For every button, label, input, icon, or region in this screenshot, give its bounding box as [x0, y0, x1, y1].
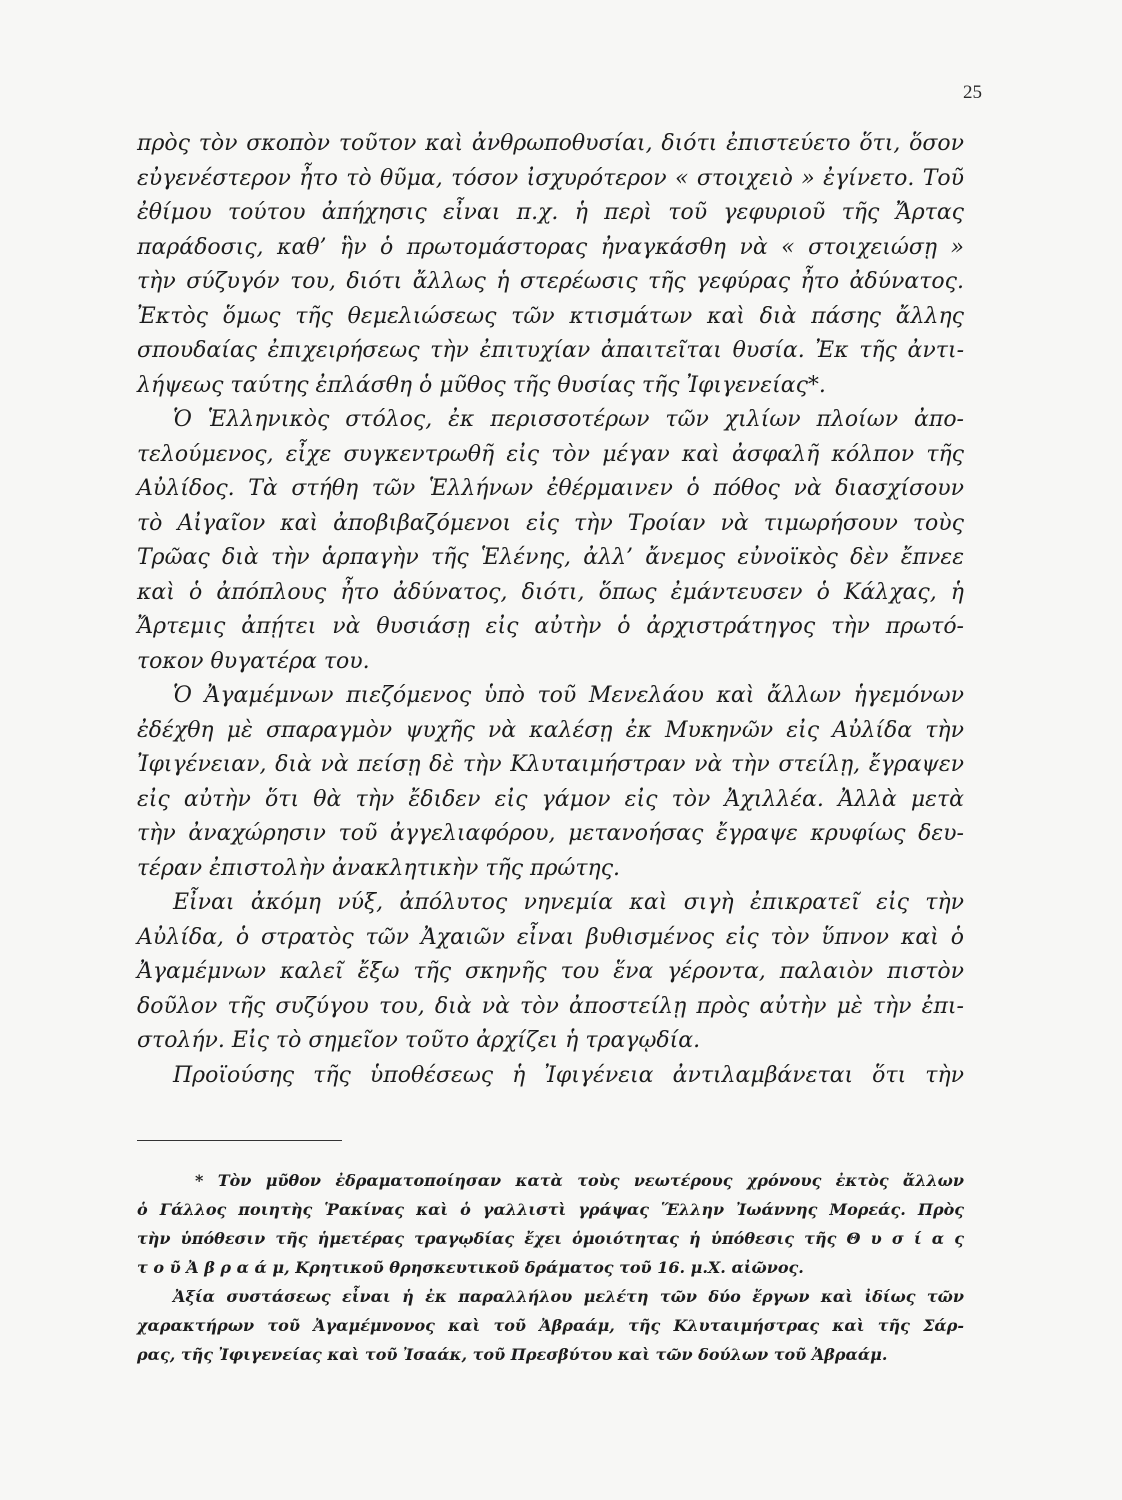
footnote-line: Ἀξία συστάσεως εἶναι ἡ ἐκ παραλλήλου μελέτη τῶν δύο ἔργων καὶ ἰδίως τῶν [173, 1287, 964, 1306]
footnote-line: τὴν ὑπόθεσιν τῆς ἡμετέρας τραγῳδίας ἔχει ὁμοιότητας ἡ ὑπόθεσις τῆς Θ υ σ ί α ς [137, 1229, 964, 1248]
footnote-separator [137, 1140, 342, 1141]
footnote-line: χαρακτήρων τοῦ Ἀγαμέμνονος καὶ τοῦ Ἀβραάμ, τῆς Κλυταιμήστρας καὶ τῆς Σάρ- [137, 1316, 964, 1335]
body-line: παράδοσις, καθ’ ἣν ὁ πρωτομάστορας ἠναγκάσθη νὰ « στοιχειώσῃ » [137, 234, 964, 260]
footnote-line: * Τὸν μῦθον ἐδραματοποίησαν κατὰ τοὺς νεωτέρους χρόνους ἐκτὸς ἄλλων [195, 1171, 964, 1190]
body-line: τὴν σύζυγόν του, διότι ἄλλως ἡ στερέωσις τῆς γεφύρας ἦτο ἀδύνατος. [137, 269, 964, 294]
body-line: τέραν ἐπιστολὴν ἀνακλητικὴν τῆς πρώτης. [137, 855, 621, 881]
body-line: στολήν. Εἰς τὸ σημεῖον τοῦτο ἀρχίζει ἡ τραγῳδία. [137, 1028, 701, 1053]
body-line: Ἰφιγένειαν, διὰ νὰ πείσῃ δὲ τὴν Κλυταιμήστραν νὰ τὴν στείλῃ, ἔγραψεν [137, 752, 964, 777]
body-line: εὐγενέστερον ἦτο τὸ θῦμα, τόσον ἰσχυρότερον « στοιχειὸ » ἐγίνετο. Τοῦ [137, 165, 964, 191]
body-line: εἰς αὐτὴν ὅτι θὰ τὴν ἔδιδεν εἰς γάμον εἰς τὸν Ἀχιλλέα. Ἀλλὰ μετὰ [137, 786, 964, 812]
body-line: τοκον θυγατέρα του. [137, 648, 370, 674]
body-text [137, 127, 964, 1093]
paragraph-start-line: Ὁ Ἑλληνικὸς στόλος, ἐκ περισσοτέρων τῶν χιλίων πλοίων ἀπο- [173, 407, 964, 432]
footnote-line: τ ο ῦ Ἀ β ρ α ά μ, Κρητικοῦ θρησκευτικοῦ δράματος τοῦ 16. μ.Χ. αἰῶνος. [137, 1258, 804, 1277]
body-line: τὸ Αἰγαῖον καὶ ἀποβιβαζόμενοι εἰς τὴν Τροίαν νὰ τιμωρήσουν τοὺς [137, 510, 964, 536]
body-line: πρὸς τὸν σκοπὸν τοῦτον καὶ ἀνθρωποθυσίαι, διότι ἐπιστεύετο ὅτι, ὅσον [137, 131, 964, 156]
body-line: σπουδαίας ἐπιχειρήσεως τὴν ἐπιτυχίαν ἀπαιτεῖται θυσία. Ἐκ τῆς ἀντι- [137, 338, 964, 363]
body-line: τὴν ἀναχώρησιν τοῦ ἀγγελιαφόρου, μετανοήσας ἔγραψε κρυφίως δευ- [137, 821, 964, 846]
body-line: Ἐκτὸς ὅμως τῆς θεμελιώσεως τῶν κτισμάτων καὶ διὰ πάσης ἄλλης [137, 303, 964, 329]
footnote [137, 1166, 964, 1369]
body-line: Αὐλίδα, ὁ στρατὸς τῶν Ἀχαιῶν εἶναι βυθισμένος εἰς τὸν ὕπνον καὶ ὁ [137, 924, 964, 950]
body-line: τελούμενος, εἶχε συγκεντρωθῆ εἰς τὸν μέγαν καὶ ἀσφαλῆ κόλπον τῆς [137, 441, 964, 467]
paragraph-start-line: Ὁ Ἀγαμέμνων πιεζόμενος ὑπὸ τοῦ Μενελάου καὶ ἄλλων ἡγεμόνων [173, 683, 964, 708]
body-line: ἐδέχθη μὲ σπαραγμὸν ψυχῆς νὰ καλέσῃ ἐκ Μυκηνῶν εἰς Αὐλίδα τὴν [137, 717, 964, 743]
body-line: Αὐλίδος. Τὰ στήθη τῶν Ἑλλήνων ἐθέρμαινεν ὁ πόθος νὰ διασχίσουν [137, 476, 964, 501]
body-line: καὶ ὁ ἀπόπλους ἦτο ἀδύνατος, διότι, ὅπως ἐμάντευσεν ὁ Κάλχας, ἡ [137, 579, 964, 605]
body-line: λήψεως ταύτης ἐπλάσθη ὁ μῦθος τῆς θυσίας τῆς Ἰφιγενείας*. [137, 372, 826, 398]
body-line: Τρῶας διὰ τὴν ἁρπαγὴν τῆς Ἑλένης, ἀλλ’ ἄνεμος εὐνοϊκὸς δὲν ἔπνεε [137, 545, 964, 570]
footnote-line: ὁ Γάλλος ποιητὴς Ῥακίνας καὶ ὁ γαλλιστὶ γράψας Ἕλλην Ἰωάννης Μορεάς. Πρὸς [137, 1200, 964, 1219]
body-line: ἐθίμου τούτου ἀπήχησις εἶναι π.χ. ἡ περὶ τοῦ γεφυριοῦ τῆς Ἄρτας [137, 200, 964, 225]
page-number: 25 [963, 82, 982, 103]
body-line: Ἄρτεμις ἀπῄτει νὰ θυσιάσῃ εἰς αὐτὴν ὁ ἀρχιστράτηγος τὴν πρωτό- [137, 614, 964, 639]
paragraph-start-line: Προϊούσης τῆς ὑποθέσεως ἡ Ἰφιγένεια ἀντιλαμβάνεται ὅτι τὴν [173, 1062, 964, 1088]
footnote-line: ρας, τῆς Ἰφιγενείας καὶ τοῦ Ἰσαάκ, τοῦ Πρεσβύτου καὶ τῶν δούλων τοῦ Ἀβραάμ. [137, 1345, 888, 1364]
body-line: Ἀγαμέμνων καλεῖ ἔξω τῆς σκηνῆς του ἕνα γέροντα, παλαιὸν πιστὸν [137, 959, 964, 984]
paragraph-start-line: Εἶναι ἀκόμη νύξ, ἀπόλυτος νηνεμία καὶ σιγὴ ἐπικρατεῖ εἰς τὴν [173, 890, 964, 915]
body-line: δοῦλον τῆς συζύγου του, διὰ νὰ τὸν ἀποστείλῃ πρὸς αὐτὴν μὲ τὴν ἐπι- [137, 993, 964, 1019]
